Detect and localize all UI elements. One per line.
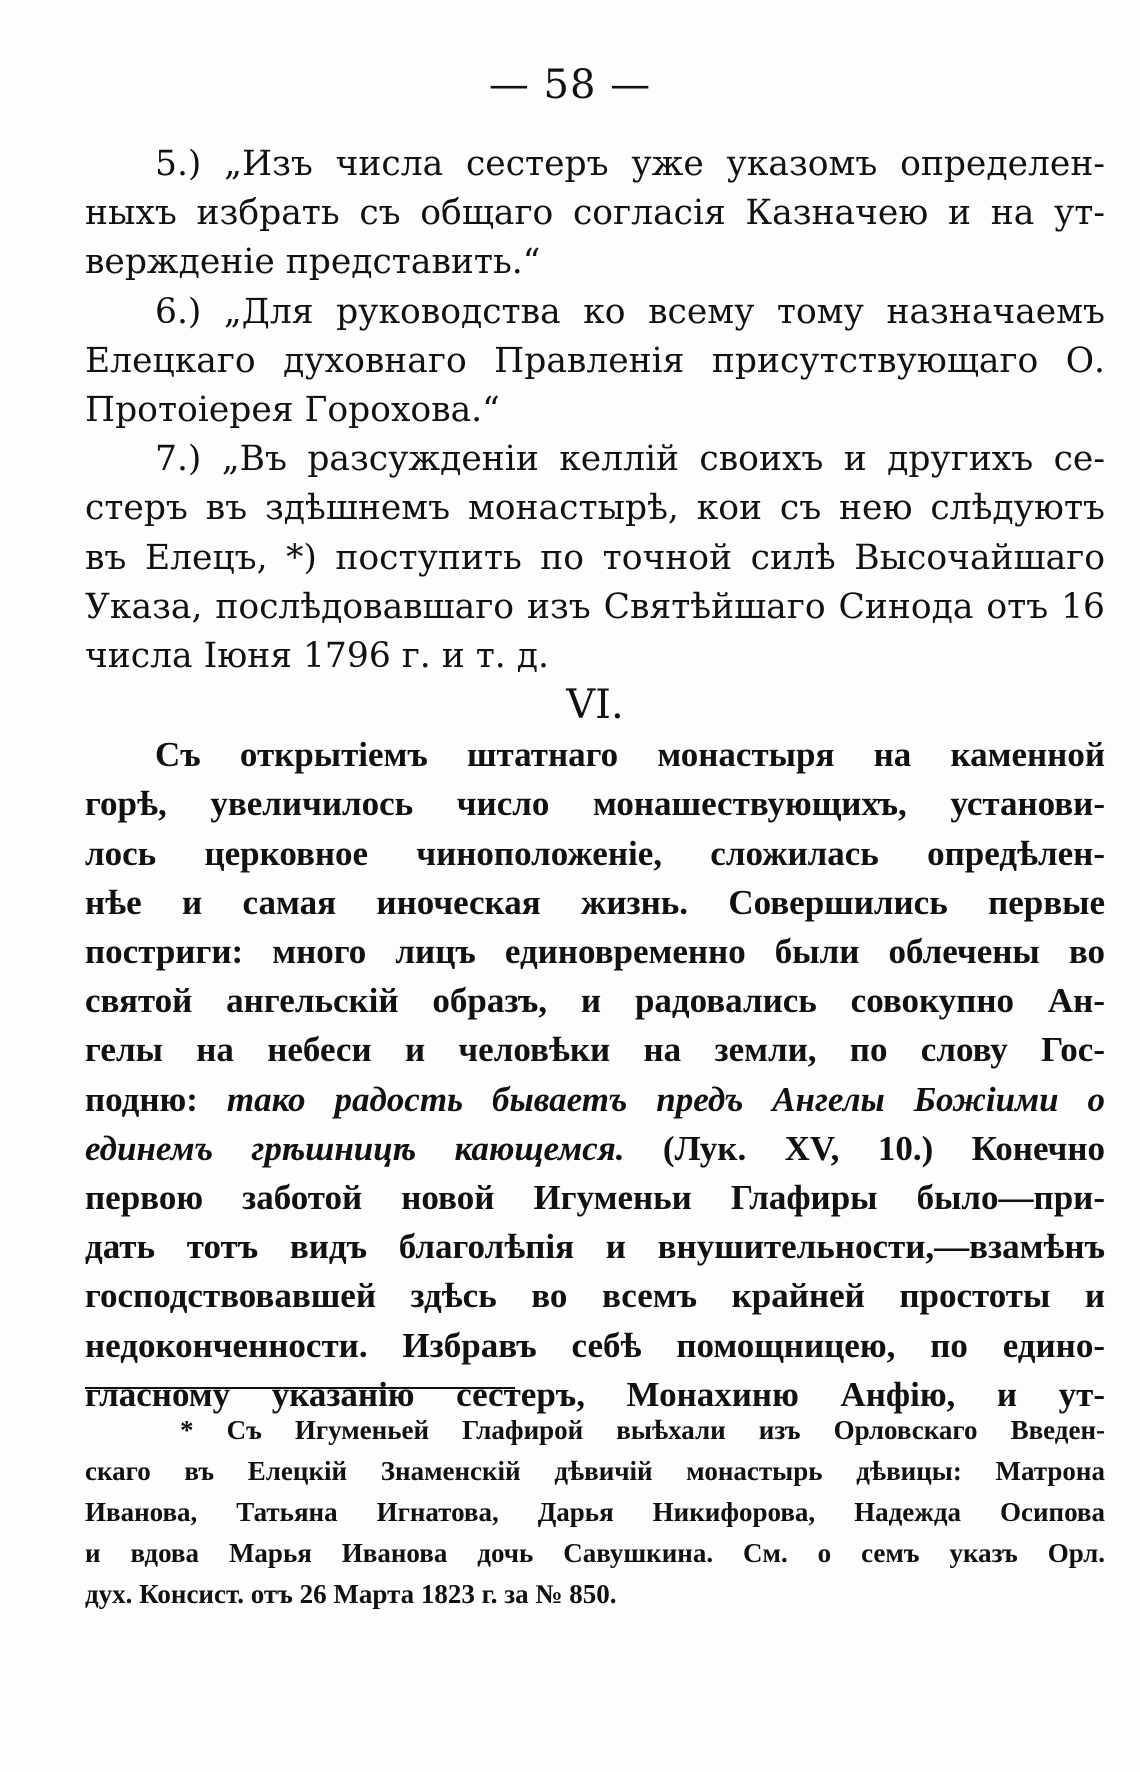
text-line: 6.) „Для руководства ко всему тому назначаемъ [155, 291, 1105, 332]
text-line: лось церковное чиноположеніе, сложилась опредѣлен- [85, 833, 1105, 873]
text-line: Указа, послѣдовавшаго изъ Святѣйшаго Синода отъ 16 [85, 586, 1105, 627]
main-text [85, 140, 1105, 1419]
footnote-line: и вдова Марья Иванова дочь Савушкина. См. о семъ указъ Орл. [85, 1538, 1105, 1568]
text-line: 7.) „Въ разсужденіи келлій своихъ и другихъ се- [155, 439, 1105, 480]
text-line: числа Іюня 1796 г. и т. д. [85, 635, 549, 676]
quote-prefix: подню: [85, 1079, 227, 1119]
page-number: — 58 — [488, 62, 652, 108]
text-line: святой ангельскій образъ, и радовались совокупно Ан- [85, 981, 1105, 1021]
section-heading: VI. [566, 682, 624, 729]
footnote-line: Иванова, Татьяна Игнатова, Дарья Никифорова, Надежда Осипова [85, 1497, 1105, 1527]
text-line: первою заботой новой Игуменьи Глафиры было—при- [85, 1177, 1105, 1217]
text-line: стеръ въ здѣшнемъ монастырѣ, кои съ нею слѣдуютъ [85, 488, 1105, 529]
text-line: Протоіерея Горохова.“ [85, 389, 500, 430]
text-line: гласному указанію сестеръ, Монахиню Анфію, и ут- [85, 1374, 1105, 1414]
text-line: ныхъ избрать съ общаго согласія Казначею и на ут- [85, 193, 1105, 234]
footnote-line: дух. Консист. отъ 26 Марта 1823 г. за № 850. [85, 1579, 617, 1609]
quote-italic: тако радость бываетъ предъ Ангелы Божіими о [226, 1079, 1105, 1119]
text-line: вержденіе представить.“ [85, 242, 541, 283]
text-line: нѣе и самая иноческая жизнь. Совершились первые [85, 882, 1105, 922]
text-line: Елецкаго духовнаго Правленія присутствующаго О. [85, 340, 1105, 381]
text-line: постриги: много лицъ единовременно были облечены во [85, 932, 1105, 971]
section-body [85, 730, 1105, 1419]
footnote-divider [85, 1387, 515, 1389]
text-line: дать тотъ видъ благолѣпія и внушительности,—взамѣнъ [85, 1227, 1105, 1267]
text-line: Съ открытіемъ штатнаго монастыря на каменной [155, 735, 1105, 775]
quote-suffix: (Лук. XV, 10.) Конечно [624, 1128, 1105, 1168]
text-line: господствовавшей здѣсь во всемъ крайней простоты и [85, 1276, 1105, 1316]
text-line: горѣ, увеличилось число монашествующихъ, установи- [85, 784, 1105, 824]
footnote-line: * Съ Игуменьей Глафирой выѣхали изъ Орловскаго Введен- [180, 1415, 1105, 1445]
text-line: въ Елецъ, *) поступить по точной силѣ Высочайшаго [85, 537, 1105, 578]
footnote [85, 1410, 1105, 1615]
text-line-quote [85, 1124, 1105, 1173]
text-line-quote [85, 1075, 1105, 1124]
footnote-line: скаго въ Елецкій Знаменскій дѣвичій монастырь дѣвицы: Матрона [85, 1456, 1105, 1486]
text-line: гелы на небеси и человѣки на земли, по слову Гос- [85, 1030, 1105, 1070]
text-line: 5.) „Изъ числа сестеръ уже указомъ определен- [155, 144, 1105, 184]
quote-italic: единемъ грѣшницѣ кающемся. [85, 1128, 625, 1168]
text-line: недоконченности. Избравъ себѣ помощницею, по едино- [85, 1325, 1105, 1365]
